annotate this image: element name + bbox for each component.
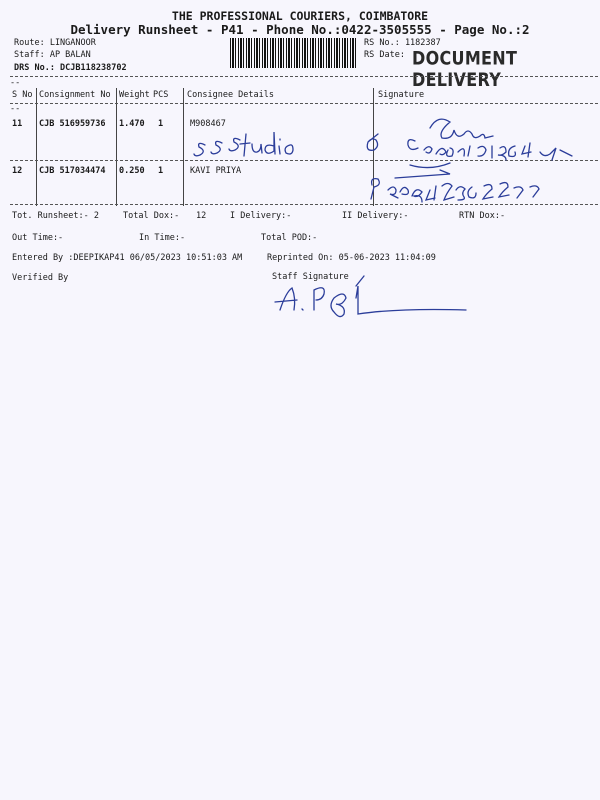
i-delivery: I Delivery:- xyxy=(230,211,292,221)
row-pcs: 1 xyxy=(158,166,164,176)
row-weight: 1.470 xyxy=(119,119,145,129)
row-consignment: CJB 517034474 xyxy=(39,166,106,176)
route-label: Route: LINGANOOR xyxy=(14,38,96,48)
document-delivery-stamp: DOCUMENT DELIVERY xyxy=(412,47,518,91)
row-consignment: CJB 516959736 xyxy=(39,119,106,129)
row-weight: 0.250 xyxy=(119,166,145,176)
col-pcs: PCS xyxy=(153,90,169,100)
col-consignee: Consignee Details xyxy=(187,90,274,100)
handwritten-row2-signature xyxy=(371,163,539,202)
staff-signature-label: Staff Signature xyxy=(272,272,349,282)
col-weight: Weight xyxy=(119,90,150,100)
runsheet-subtitle: Delivery Runsheet - P41 - Phone No.:0422-3505555 - Page No.:2 xyxy=(70,22,530,37)
in-time: In Time:- xyxy=(139,233,186,243)
drs-number: DRS No.: DCJB118238702 xyxy=(14,63,127,73)
rs-number: RS No.: 1182387 xyxy=(364,38,441,48)
handwritten-consignee-signature xyxy=(194,132,293,156)
ii-delivery: II Delivery:- xyxy=(342,211,409,221)
divider-mark: -- xyxy=(10,78,21,88)
total-pod: Total POD:- xyxy=(261,233,318,243)
total-dox-label: Total Dox:- xyxy=(123,211,180,221)
row-consignee: KAVI PRIYA xyxy=(190,166,242,176)
handwritten-staff-signature xyxy=(275,276,466,317)
verified-by: Verified By xyxy=(12,273,69,283)
row-consignee: M908467 xyxy=(190,119,226,129)
rs-date-label: RS Date: xyxy=(364,50,405,60)
total-dox-value: 12 xyxy=(196,211,207,221)
staff-label: Staff: AP BALAN xyxy=(14,50,91,60)
out-time: Out Time:- xyxy=(12,233,64,243)
reprinted-on: Reprinted On: 05-06-2023 11:04:09 xyxy=(267,253,436,263)
col-consignment: Consignment No xyxy=(39,90,111,100)
col-signature: Signature xyxy=(378,90,425,100)
divider-mark: -- xyxy=(10,104,21,114)
handwritten-row1-signature xyxy=(408,119,572,160)
entered-by: Entered By :DEEPIKAP41 06/05/2023 10:51:03 AM xyxy=(12,253,243,263)
handwritten-mark xyxy=(367,134,378,150)
col-sno: S No xyxy=(12,90,33,100)
row-pcs: 1 xyxy=(158,119,164,129)
rtn-dox: RTN Dox:- xyxy=(459,211,506,221)
row-sno: 11 xyxy=(12,119,23,129)
company-name: THE PROFESSIONAL COURIERS, COIMBATORE xyxy=(171,9,429,23)
row-sno: 12 xyxy=(12,166,23,176)
tot-runsheet: Tot. Runsheet:- 2 xyxy=(12,211,99,221)
